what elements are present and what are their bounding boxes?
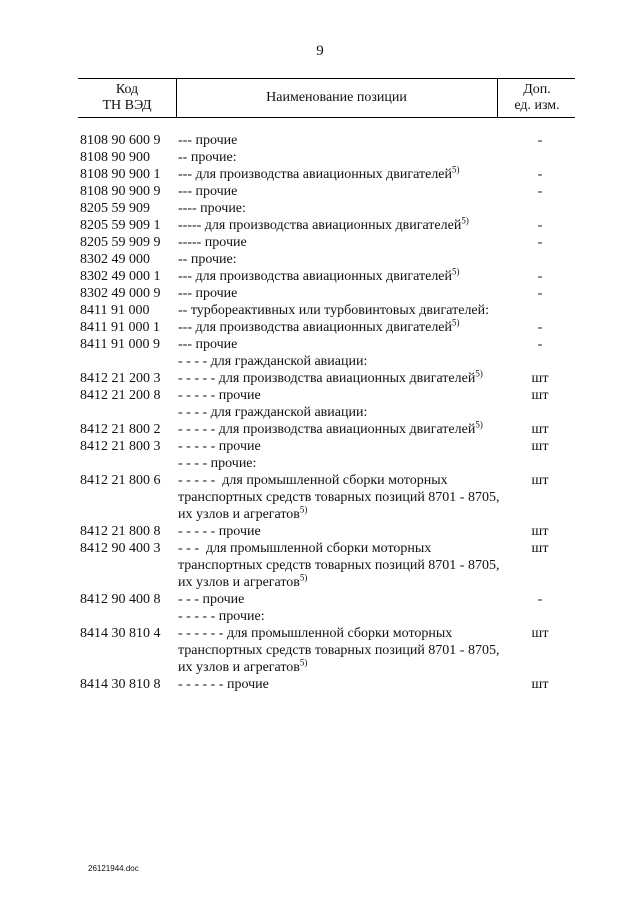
row-name-text: -- прочие: <box>178 150 237 165</box>
row-code: 8411 91 000 1 <box>80 320 160 335</box>
table-row <box>0 200 640 217</box>
row-name <box>178 234 500 251</box>
row-code: 8302 49 000 <box>80 252 150 267</box>
row-name-text: ----- прочие <box>178 235 247 250</box>
row-name-text: - - - - - для промышленной сборки моторных транспортных средств товарных позиций 8701 - 8705, их узлов и агрегатов <box>178 473 503 522</box>
row-code: 8108 90 900 9 <box>80 184 161 199</box>
table-row <box>0 234 640 251</box>
row-name-text: - - - - - - прочие <box>178 677 269 692</box>
row-unit: - <box>537 269 543 284</box>
row-name-text: - - - - для гражданской авиации: <box>178 405 368 420</box>
row-name-text: - - - - - прочие: <box>178 609 265 624</box>
row-code: 8108 90 900 <box>80 150 150 165</box>
row-name <box>178 438 500 455</box>
header-code-line1: Код <box>115 82 139 97</box>
row-name <box>178 132 500 149</box>
row-name <box>178 676 500 693</box>
row-name-text: - - - прочие <box>178 592 245 607</box>
row-name-text: --- прочие <box>178 286 238 301</box>
row-name-text: --- для производства авиационных двигателей <box>178 167 453 182</box>
table-body <box>0 132 640 693</box>
row-name-text: - - - - прочие: <box>178 456 257 471</box>
table-row <box>0 608 640 625</box>
row-name <box>178 591 500 608</box>
header-name <box>177 79 496 117</box>
row-code: 8205 59 909 1 <box>80 218 161 233</box>
row-code: 8412 90 400 8 <box>80 592 161 607</box>
table-row <box>0 676 640 693</box>
table-row <box>0 387 640 404</box>
row-unit: шт <box>531 541 549 556</box>
table-row <box>0 183 640 200</box>
row-code: 8108 90 600 9 <box>80 133 161 148</box>
row-unit: шт <box>531 626 549 641</box>
row-name <box>178 421 500 438</box>
header-code <box>78 79 177 117</box>
table-row <box>0 132 640 149</box>
row-unit: - <box>537 184 543 199</box>
footnote-mark: 5) <box>475 368 483 379</box>
row-code: 8412 21 800 6 <box>80 473 161 488</box>
row-code: 8412 21 800 8 <box>80 524 161 539</box>
row-name <box>178 166 500 183</box>
page-number: 9 <box>316 43 324 59</box>
table-row <box>0 268 640 285</box>
footnote-mark: 5) <box>452 317 460 328</box>
row-code: 8412 21 200 8 <box>80 388 161 403</box>
row-name <box>178 608 500 625</box>
row-name-text: - - - - - для производства авиационных двигателей <box>178 422 476 437</box>
row-unit: - <box>537 167 543 182</box>
row-name-text: - - - - - прочие <box>178 439 261 454</box>
row-name <box>178 404 500 421</box>
row-unit: - <box>537 592 543 607</box>
row-name <box>178 472 503 523</box>
table-row <box>0 319 640 336</box>
table-row <box>0 421 640 438</box>
row-code: 8302 49 000 9 <box>80 286 161 301</box>
row-code: 8412 21 800 2 <box>80 422 161 437</box>
row-code: 8411 91 000 <box>80 303 150 318</box>
row-name-text: - - - - для гражданской авиации: <box>178 354 368 369</box>
table-row <box>0 149 640 166</box>
footnote-mark: 5) <box>452 164 460 175</box>
table-row <box>0 370 640 387</box>
row-code: 8414 30 810 8 <box>80 677 161 692</box>
row-name-text: --- для производства авиационных двигателей <box>178 320 453 335</box>
footnote-mark: 5) <box>299 504 308 515</box>
row-unit: шт <box>531 439 549 454</box>
row-name <box>178 268 500 285</box>
table-row <box>0 353 640 370</box>
row-name-text: --- прочие <box>178 337 238 352</box>
header-code-line2: ТН ВЭД <box>102 98 152 113</box>
row-name-text: --- прочие <box>178 133 238 148</box>
row-name <box>178 353 500 370</box>
row-unit: - <box>537 133 543 148</box>
header-name-label: Наименование позиции <box>266 90 407 105</box>
table-row <box>0 404 640 421</box>
row-name-text: - - - - - прочие <box>178 388 261 403</box>
table-row <box>0 591 640 608</box>
row-name <box>178 217 500 234</box>
table-row <box>0 625 640 676</box>
row-name-text: - - - для промышленной сборки моторных транспортных средств товарных позиций 8701 - 8705, их узлов и агрегатов <box>178 541 503 590</box>
row-name-text: --- для производства авиационных двигателей <box>178 269 453 284</box>
header-unit <box>497 79 576 117</box>
row-code: 8412 21 800 3 <box>80 439 161 454</box>
row-name <box>178 319 500 336</box>
row-code: 8205 59 909 9 <box>80 235 161 250</box>
row-unit: шт <box>531 473 549 488</box>
row-name <box>178 625 503 676</box>
table-header <box>78 78 575 118</box>
footnote-mark: 5) <box>299 657 308 668</box>
row-code: 8414 30 810 4 <box>80 626 161 641</box>
row-unit: - <box>537 218 543 233</box>
row-unit: - <box>537 337 543 352</box>
file-name-footer: 26121944.doc <box>88 864 139 873</box>
row-name-text: - - - - - - для промышленной сборки моторных транспортных средств товарных позиций 8701 - 8705, их узлов и агрегатов <box>178 626 503 675</box>
table-row <box>0 251 640 268</box>
table-row <box>0 523 640 540</box>
row-name-text: - - - - - для производства авиационных двигателей <box>178 371 476 386</box>
row-name <box>178 336 500 353</box>
footnote-mark: 5) <box>475 419 483 430</box>
row-code: 8205 59 909 <box>80 201 150 216</box>
row-name <box>178 285 500 302</box>
row-unit: шт <box>531 422 549 437</box>
row-name-text: --- прочие <box>178 184 238 199</box>
footnote-mark: 5) <box>299 572 308 583</box>
row-name-text: ---- прочие: <box>178 201 246 216</box>
row-code: 8412 21 200 3 <box>80 371 161 386</box>
row-unit: шт <box>531 388 549 403</box>
row-unit: шт <box>531 371 549 386</box>
table-row <box>0 540 640 591</box>
table-row <box>0 217 640 234</box>
row-unit: - <box>537 320 543 335</box>
footnote-mark: 5) <box>452 266 460 277</box>
row-name-text: -- турбореактивных или турбовинтовых двигателей: <box>178 303 490 318</box>
row-unit: - <box>537 235 543 250</box>
table-row <box>0 472 640 523</box>
table-row <box>0 438 640 455</box>
table-row <box>0 166 640 183</box>
footnote-mark: 5) <box>461 215 469 226</box>
header-unit-line1: Доп. <box>523 82 551 97</box>
row-code: 8412 90 400 3 <box>80 541 161 556</box>
row-name <box>178 183 500 200</box>
row-code: 8108 90 900 1 <box>80 167 161 182</box>
table-row <box>0 285 640 302</box>
row-name <box>178 200 500 217</box>
row-unit: - <box>537 286 543 301</box>
table-row <box>0 302 640 319</box>
row-name <box>178 370 500 387</box>
row-name-text: ----- для производства авиационных двигателей <box>178 218 462 233</box>
row-name-text: -- прочие: <box>178 252 237 267</box>
row-code: 8411 91 000 9 <box>80 337 160 352</box>
table-row <box>0 455 640 472</box>
row-code: 8302 49 000 1 <box>80 269 161 284</box>
row-name <box>178 523 500 540</box>
row-name <box>178 455 500 472</box>
header-unit-line2: ед. изм. <box>514 98 560 113</box>
table-row <box>0 336 640 353</box>
row-unit: шт <box>531 677 549 692</box>
row-name <box>178 540 503 591</box>
row-name <box>178 387 500 404</box>
row-unit: шт <box>531 524 549 539</box>
row-name-text: - - - - - прочие <box>178 524 261 539</box>
